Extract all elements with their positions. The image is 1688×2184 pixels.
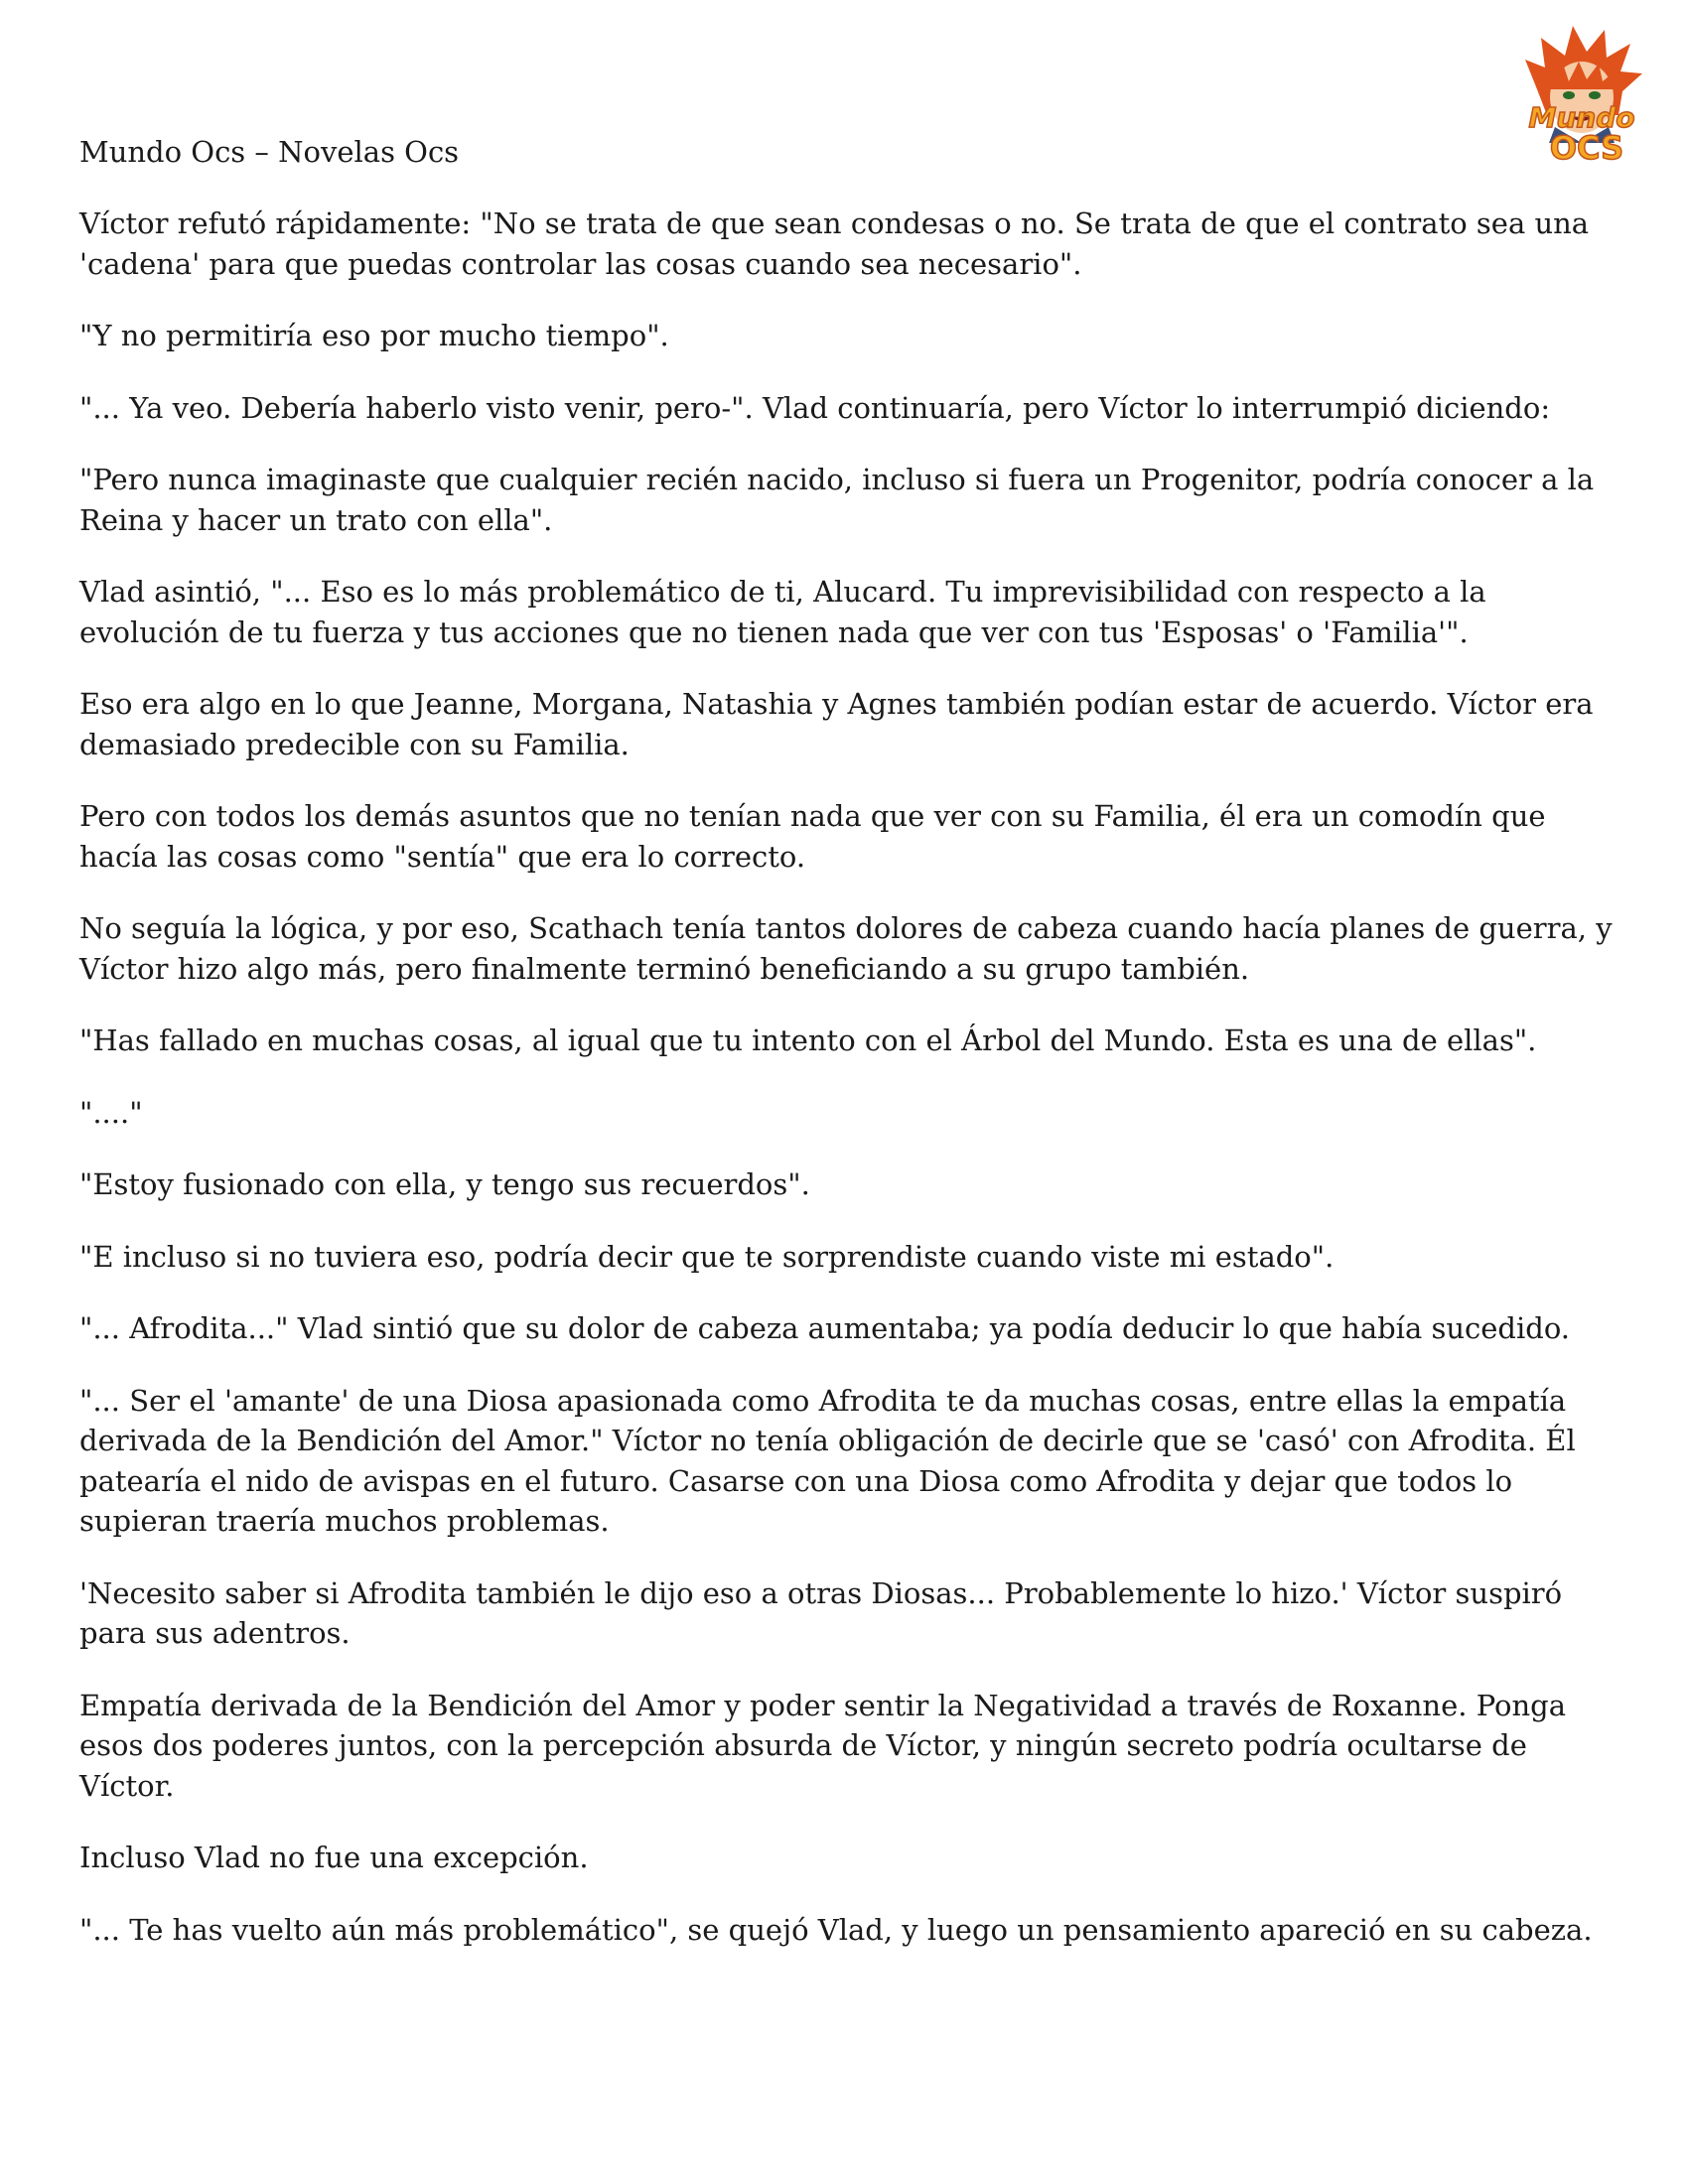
document-body	[79, 204, 1628, 1981]
paragraph: Vlad asintió, "... Eso es lo más problemático de ti, Alucard. Tu imprevisibilidad con respecto a la evolución de tu fuerza y tus acciones que no tienen nada que ver con tus 'Esposas' o 'Familia'".	[79, 575, 1486, 649]
paragraph: "... Afrodita..." Vlad sintió que su dolor de cabeza aumentaba; ya podía deducir lo que había sucedido.	[79, 1311, 1570, 1345]
paragraph: "Y no permitiría eso por mucho tiempo".	[79, 319, 669, 352]
paragraph: Eso era algo en lo que Jeanne, Morgana, Natashia y Agnes también podían estar de acuerdo. Víctor era demasiado predecible con su Familia.	[79, 687, 1594, 761]
paragraph: No seguía la lógica, y por eso, Scathach tenía tantos dolores de cabeza cuando hacía planes de guerra, y Víctor hizo algo más, pero finalmente terminó beneficiando a su grupo también.	[79, 911, 1613, 986]
paragraph: "Pero nunca imaginaste que cualquier recién nacido, incluso si fuera un Progenitor, podría conocer a la Reina y hacer un trato con ella".	[79, 463, 1595, 537]
svg-text:OCS: OCS	[1549, 129, 1624, 167]
paragraph: Víctor refutó rápidamente: "No se trata de que sean condesas o no. Se trata de que el contrato sea una 'cadena' para que puedas controlar las cosas cuando sea necesario".	[79, 206, 1590, 281]
mundo-ocs-logo	[1507, 20, 1656, 174]
svg-text:Mundo: Mundo	[1528, 101, 1635, 134]
red-haired-character-logo-icon	[1507, 20, 1656, 174]
paragraph: "...."	[79, 1095, 143, 1130]
paragraph: Empatía derivada de la Bendición del Amor y poder sentir la Negatividad a través de Roxanne. Ponga esos dos poderes juntos, con la percepción absurda de Víctor, y ningún secreto podría ocultarse de Víctor.	[79, 1688, 1567, 1803]
paragraph: Pero con todos los demás asuntos que no tenían nada que ver con su Familia, él era un comodín que hacía las cosas como "sentía" que era lo correcto.	[79, 799, 1546, 874]
paragraph: "... Te has vuelto aún más problemático", se quejó Vlad, y luego un pensamiento apareció en su cabeza.	[79, 1912, 1593, 1947]
paragraph: "... Ya veo. Debería haberlo visto venir, pero-". Vlad continuaría, pero Víctor lo interrumpió diciendo:	[79, 390, 1551, 425]
paragraph: "... Ser el 'amante' de una Diosa apasionada como Afrodita te da muchas cosas, entre ellas la empatía derivada de la Bendición del Amor." Víctor no tenía obligación de decirle que se 'casó' con Afrodita. Él patearía el nido de avispas en el futuro. Casarse con una Diosa como Afrodita y dejar que todos lo supieran traería muchos problemas.	[79, 1383, 1576, 1538]
page-header: Mundo Ocs – Novelas Ocs	[79, 135, 460, 169]
paragraph: Incluso Vlad no fue una excepción.	[79, 1841, 589, 1874]
paragraph: "Has fallado en muchas cosas, al igual que tu intento con el Árbol del Mundo. Esta es una de ellas".	[79, 1024, 1537, 1057]
paragraph: "Estoy fusionado con ella, y tengo sus recuerdos".	[79, 1167, 810, 1201]
paragraph: "E incluso si no tuviera eso, podría decir que te sorprendiste cuando viste mi estado".	[79, 1239, 1335, 1274]
paragraph: 'Necesito saber si Afrodita también le dijo eso a otras Diosas... Probablemente lo hizo.' Víctor suspiró para sus adentros.	[79, 1575, 1563, 1650]
